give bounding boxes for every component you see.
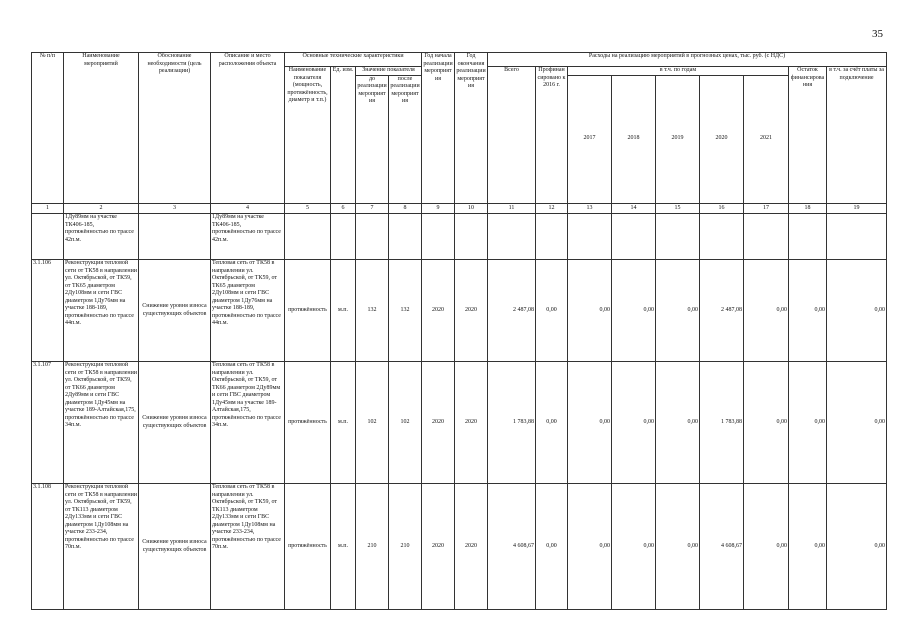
- table-row-continuation: [32, 214, 887, 260]
- cell-name: Реконструкция тепловой сети от ТК58 в направлении ул. Октябрьской, от ТК59, от ТК66 диаметром 2Ду89мм и сети ГВС диаметром 1Ду45мм на участке 189-Алтайская,175, протяжённостью по трассе 34п.м.: [64, 362, 139, 484]
- cell-after: 210: [389, 484, 422, 610]
- cell-2018: 0,00: [612, 484, 656, 610]
- cell-2018: 0,00: [612, 260, 656, 362]
- column-number: 8: [389, 203, 422, 214]
- column-number: 3: [139, 203, 211, 214]
- cell-reason: Снижение уровня износа существующих объектов: [139, 362, 211, 484]
- header-tech-after: после реализации мероприятия: [389, 75, 422, 203]
- column-number: 14: [612, 203, 656, 214]
- column-number: 15: [656, 203, 700, 214]
- column-number: 7: [356, 203, 389, 214]
- cell-before: 102: [356, 362, 389, 484]
- cell-before: 132: [356, 260, 389, 362]
- cell-2017: 0,00: [568, 484, 612, 610]
- cell-fee: 0,00: [827, 362, 887, 484]
- header-year-start: Год начала реализации мероприятия: [422, 53, 455, 204]
- cell-total: 2 487,08: [488, 260, 536, 362]
- cell-2019: 0,00: [656, 362, 700, 484]
- cell-2020: 1 783,88: [700, 362, 744, 484]
- cell-2019: 0,00: [656, 484, 700, 610]
- cell-2017: 0,00: [568, 362, 612, 484]
- header-total: Всего: [488, 67, 536, 204]
- cell-remaining: 0,00: [789, 362, 827, 484]
- cell-remaining: 0,00: [789, 484, 827, 610]
- cell-2021: 0,00: [744, 260, 789, 362]
- cell-indicator: протяжённость: [285, 484, 331, 610]
- cell-2019: 0,00: [656, 260, 700, 362]
- cell-total: 4 608,67: [488, 484, 536, 610]
- column-number: 18: [789, 203, 827, 214]
- header-reason: Обоснование необходимости (цель реализации): [139, 53, 211, 204]
- header-tech-unit: Ед. изм.: [331, 67, 356, 204]
- header-connection-fee: в т.ч. за счёт платы за подключение: [827, 67, 887, 204]
- cell-year-end: 2020: [455, 484, 488, 610]
- header-year-end: Год окончания реализации мероприятия: [455, 53, 488, 204]
- cell-2020: 2 487,08: [700, 260, 744, 362]
- cell-name: Реконструкция тепловой сети от ТК58 в направлении ул. Октябрьской, от ТК59, от ТК65 диаметром 2Ду108мм и сети ГВС диаметром 1Ду76мм на участке 188-189, протяжённостью по трассе 44п.м.: [64, 260, 139, 362]
- cell-before: 210: [356, 484, 389, 610]
- header-year-2018: 2018: [612, 75, 656, 203]
- page-number: 35: [872, 28, 883, 40]
- cell-description: Тепловая сеть от ТК58 в направлении ул. Октябрьской, от ТК59, от ТК66 диаметром 2Ду89мм и сети ГВС диаметром 1Ду45мм на участке 189-Алтайская,175, протяжённостью по трассе 34п.м.: [211, 362, 285, 484]
- column-number: 2: [64, 203, 139, 214]
- cell-financed: 0,00: [536, 484, 568, 610]
- cell-description: 1Ду89мм на участке ТК406-185, протяжённостью по трассе 42п.м.: [211, 214, 285, 260]
- cell-2017: 0,00: [568, 260, 612, 362]
- column-number: 17: [744, 203, 789, 214]
- header-tech-value-group: Значение показателя: [356, 67, 422, 76]
- cell-num: 3.1.108: [32, 484, 64, 610]
- cell-unit: м.п.: [331, 362, 356, 484]
- cell-num: 3.1.107: [32, 362, 64, 484]
- table-row: [32, 484, 887, 610]
- header-financed-before: Профинансировано к 2016 г.: [536, 67, 568, 204]
- column-number: 12: [536, 203, 568, 214]
- cell-reason: Снижение уровня износа существующих объектов: [139, 260, 211, 362]
- header-costs-group: Расходы на реализацию мероприятий в прогнозных ценах, тыс. руб. (с НДС): [488, 53, 887, 67]
- cell-fee: 0,00: [827, 260, 887, 362]
- header-tech-name: Наименование показателя (мощность, протяжённость, диаметр и т.п.): [285, 67, 331, 204]
- header-by-years: в т.ч. по годам: [568, 67, 789, 76]
- cell-unit: м.п.: [331, 484, 356, 610]
- cell-remaining: 0,00: [789, 260, 827, 362]
- header-num: № п/п: [32, 53, 64, 204]
- cell-num: 3.1.106: [32, 260, 64, 362]
- column-number: 5: [285, 203, 331, 214]
- cell-after: 132: [389, 260, 422, 362]
- cell-description: Тепловая сеть от ТК58 в направлении ул. Октябрьской, от ТК59, от ТК65 диаметром 2Ду108мм и сети ГВС диаметром 1Ду76мм на участке 188-189, протяжённостью по трассе 44п.м.: [211, 260, 285, 362]
- header-remaining: Остаток финансирования: [789, 67, 827, 204]
- column-number: 13: [568, 203, 612, 214]
- column-number: 16: [700, 203, 744, 214]
- column-number: 10: [455, 203, 488, 214]
- table-row: [32, 362, 887, 484]
- column-number-row: [32, 203, 887, 214]
- column-number: 19: [827, 203, 887, 214]
- cell-2020: 4 608,67: [700, 484, 744, 610]
- table-row: [32, 260, 887, 362]
- cell-year-start: 2020: [422, 260, 455, 362]
- cell-2021: 0,00: [744, 484, 789, 610]
- header-tech-before: до реализации мероприятия: [356, 75, 389, 203]
- header-year-2017: 2017: [568, 75, 612, 203]
- column-number: 6: [331, 203, 356, 214]
- cell-year-end: 2020: [455, 362, 488, 484]
- cell-financed: 0,00: [536, 260, 568, 362]
- cell-name: Реконструкция тепловой сети от ТК58 в направлении ул. Октябрьской, от ТК59, от ТК113 диаметром 2Ду133мм и сети ГВС диаметром 1Ду108мм на участке 233-234, протяжённостью по трассе 70п.м.: [64, 484, 139, 610]
- cell-fee: 0,00: [827, 484, 887, 610]
- cell-year-start: 2020: [422, 362, 455, 484]
- cell-year-start: 2020: [422, 484, 455, 610]
- cell-year-end: 2020: [455, 260, 488, 362]
- header-tech-group: Основные технические характеристики: [285, 53, 422, 67]
- measures-table: [31, 52, 886, 610]
- cell-total: 1 783,88: [488, 362, 536, 484]
- cell-indicator: протяжённость: [285, 260, 331, 362]
- column-number: 11: [488, 203, 536, 214]
- cell-2021: 0,00: [744, 362, 789, 484]
- column-number: 9: [422, 203, 455, 214]
- cell-2018: 0,00: [612, 362, 656, 484]
- cell-reason: Снижение уровня износа существующих объектов: [139, 484, 211, 610]
- cell-indicator: протяжённость: [285, 362, 331, 484]
- cell-financed: 0,00: [536, 362, 568, 484]
- header-description: Описание и место расположения объекта: [211, 53, 285, 204]
- column-number: 1: [32, 203, 64, 214]
- cell-name: 1Ду89мм на участке ТК406-185, протяжённостью по трассе 42п.м.: [64, 214, 139, 260]
- header-year-2019: 2019: [656, 75, 700, 203]
- cell-description: Тепловая сеть от ТК58 в направлении ул. Октябрьской, от ТК59, от ТК113 диаметром 2Ду133мм и сети ГВС диаметром 1Ду108мм на участке 233-234, протяжённостью по трассе 70п.м.: [211, 484, 285, 610]
- cell-after: 102: [389, 362, 422, 484]
- cell-unit: м.п.: [331, 260, 356, 362]
- header-name: Наименование мероприятий: [64, 53, 139, 204]
- header-year-2020: 2020: [700, 75, 744, 203]
- header-year-2021: 2021: [744, 75, 789, 203]
- column-number: 4: [211, 203, 285, 214]
